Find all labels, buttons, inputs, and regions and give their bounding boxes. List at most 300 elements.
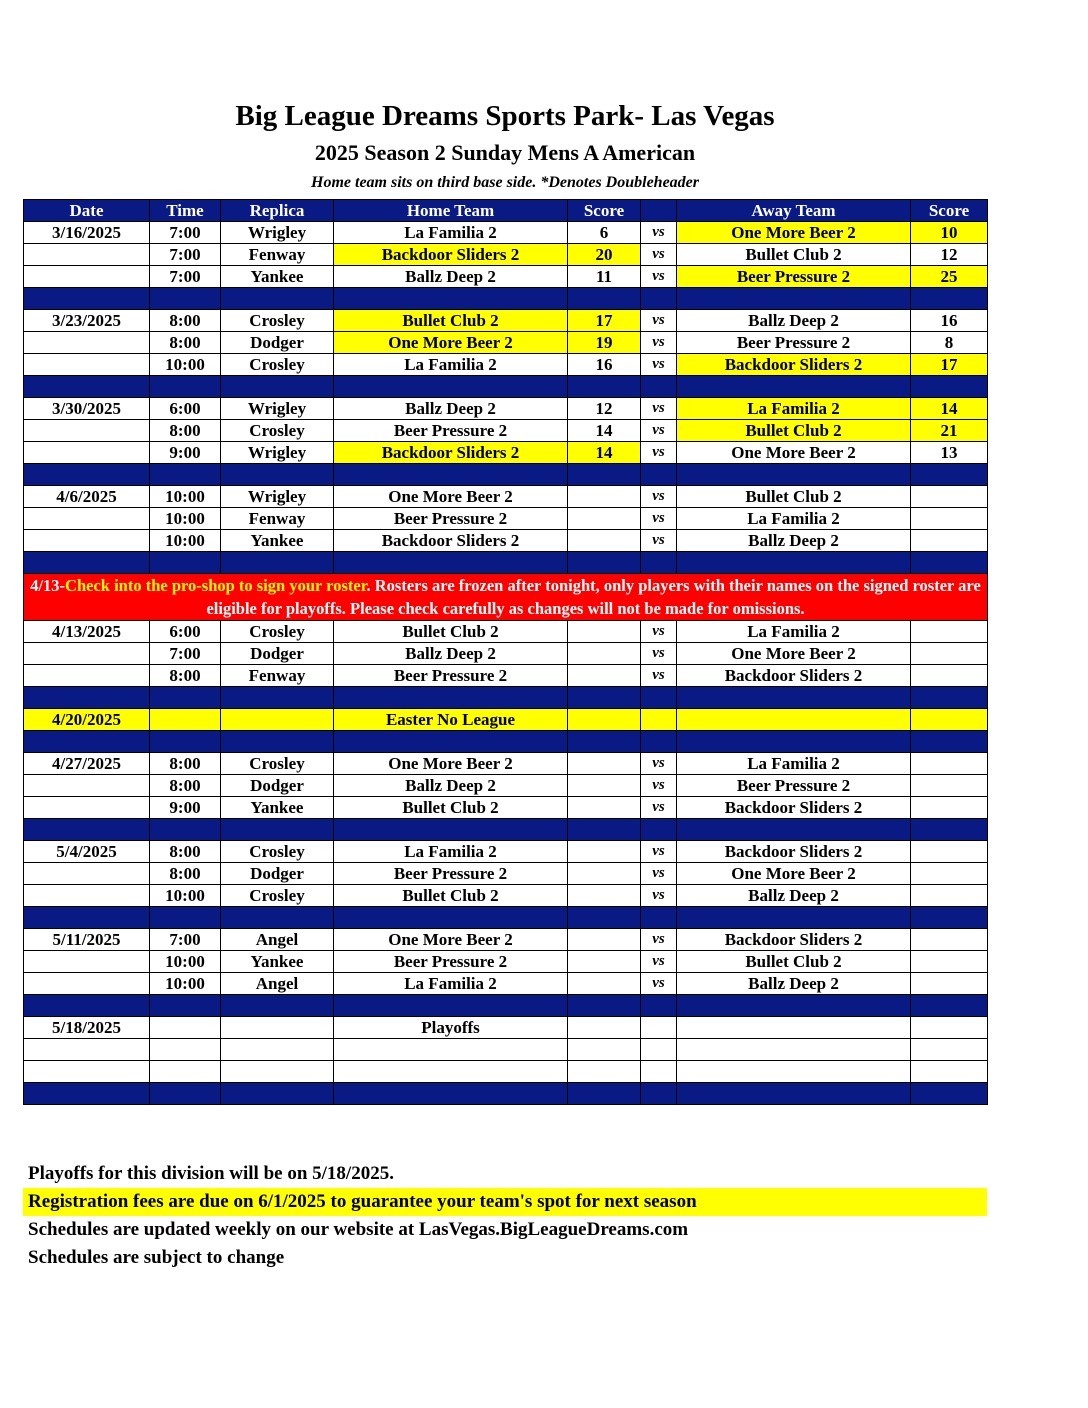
home-team: Beer Pressure 2 xyxy=(334,665,568,687)
separator-cell xyxy=(334,819,568,841)
vs-label: vs xyxy=(641,797,677,819)
empty-cell xyxy=(221,1039,334,1061)
game-field: Yankee xyxy=(221,266,334,288)
separator-row xyxy=(24,907,988,929)
game-time: 9:00 xyxy=(150,797,221,819)
separator-cell xyxy=(911,288,988,310)
separator-cell xyxy=(568,1083,641,1105)
vs-label: vs xyxy=(641,244,677,266)
away-score xyxy=(911,885,988,907)
col-away-score-header: Score xyxy=(911,200,988,222)
game-field: Crosley xyxy=(221,841,334,863)
game-row xyxy=(24,420,988,442)
easter-date: 4/20/2025 xyxy=(24,709,150,731)
header-row xyxy=(24,200,988,222)
separator-cell xyxy=(24,464,150,486)
vs-label: vs xyxy=(641,222,677,244)
game-time: 10:00 xyxy=(150,508,221,530)
empty-cell xyxy=(911,709,988,731)
separator-cell xyxy=(677,819,911,841)
home-score: 20 xyxy=(568,244,641,266)
home-score xyxy=(568,643,641,665)
away-team: La Familia 2 xyxy=(677,621,911,643)
separator-row xyxy=(24,995,988,1017)
away-score xyxy=(911,486,988,508)
home-team: Beer Pressure 2 xyxy=(334,420,568,442)
game-time: 8:00 xyxy=(150,775,221,797)
game-row xyxy=(24,530,988,552)
game-date xyxy=(24,885,150,907)
separator-cell xyxy=(641,464,677,486)
away-score xyxy=(911,508,988,530)
home-score xyxy=(568,665,641,687)
separator-cell xyxy=(911,376,988,398)
home-score: 14 xyxy=(568,442,641,464)
vs-label: vs xyxy=(641,863,677,885)
separator-cell xyxy=(641,819,677,841)
game-row xyxy=(24,973,988,995)
away-team: Ballz Deep 2 xyxy=(677,973,911,995)
game-field: Crosley xyxy=(221,753,334,775)
game-time: 10:00 xyxy=(150,530,221,552)
separator-cell xyxy=(24,995,150,1017)
game-field: Wrigley xyxy=(221,398,334,420)
game-field: Dodger xyxy=(221,643,334,665)
separator-cell xyxy=(677,1083,911,1105)
separator-cell xyxy=(677,464,911,486)
away-team: Beer Pressure 2 xyxy=(677,775,911,797)
game-time: 10:00 xyxy=(150,486,221,508)
game-date: 3/23/2025 xyxy=(24,310,150,332)
away-team: One More Beer 2 xyxy=(677,863,911,885)
home-score xyxy=(568,775,641,797)
home-score xyxy=(568,530,641,552)
home-team: One More Beer 2 xyxy=(334,753,568,775)
game-time: 10:00 xyxy=(150,973,221,995)
away-team: Backdoor Sliders 2 xyxy=(677,841,911,863)
away-team: Ballz Deep 2 xyxy=(677,530,911,552)
home-score xyxy=(568,753,641,775)
game-row xyxy=(24,266,988,288)
footer-change-note: Schedules are subject to change xyxy=(28,1247,285,1268)
separator-cell xyxy=(24,552,150,574)
separator-row xyxy=(24,819,988,841)
separator-cell xyxy=(641,995,677,1017)
game-row xyxy=(24,863,988,885)
empty-row xyxy=(24,1039,988,1061)
away-score xyxy=(911,797,988,819)
game-date xyxy=(24,420,150,442)
game-date xyxy=(24,508,150,530)
game-date: 4/6/2025 xyxy=(24,486,150,508)
empty-cell xyxy=(568,1061,641,1083)
separator-cell xyxy=(641,552,677,574)
empty-cell xyxy=(911,1017,988,1039)
separator-row xyxy=(24,731,988,753)
away-team: Beer Pressure 2 xyxy=(677,332,911,354)
home-score: 6 xyxy=(568,222,641,244)
game-field: Yankee xyxy=(221,530,334,552)
game-date: 5/4/2025 xyxy=(24,841,150,863)
separator-cell xyxy=(641,376,677,398)
game-field: Fenway xyxy=(221,665,334,687)
empty-cell xyxy=(150,709,221,731)
empty-cell xyxy=(150,1017,221,1039)
away-team: One More Beer 2 xyxy=(677,222,911,244)
home-score xyxy=(568,841,641,863)
home-team: Beer Pressure 2 xyxy=(334,508,568,530)
empty-cell xyxy=(911,1039,988,1061)
game-row xyxy=(24,442,988,464)
game-time: 9:00 xyxy=(150,442,221,464)
empty-cell xyxy=(24,1039,150,1061)
game-date: 4/27/2025 xyxy=(24,753,150,775)
empty-cell xyxy=(641,709,677,731)
home-team: Beer Pressure 2 xyxy=(334,863,568,885)
separator-cell xyxy=(24,687,150,709)
separator-cell xyxy=(221,687,334,709)
away-score xyxy=(911,530,988,552)
game-date: 3/16/2025 xyxy=(24,222,150,244)
home-team: Ballz Deep 2 xyxy=(334,398,568,420)
vs-label: vs xyxy=(641,332,677,354)
separator-cell xyxy=(334,376,568,398)
game-date xyxy=(24,973,150,995)
game-field: Dodger xyxy=(221,332,334,354)
separator-row xyxy=(24,687,988,709)
home-team: La Familia 2 xyxy=(334,841,568,863)
home-team: Beer Pressure 2 xyxy=(334,951,568,973)
game-date: 3/30/2025 xyxy=(24,398,150,420)
page-title: Big League Dreams Sports Park- Las Vegas xyxy=(235,100,775,132)
game-date xyxy=(24,775,150,797)
separator-cell xyxy=(334,552,568,574)
game-row xyxy=(24,753,988,775)
vs-label: vs xyxy=(641,973,677,995)
home-team: La Familia 2 xyxy=(334,222,568,244)
away-score: 13 xyxy=(911,442,988,464)
empty-cell xyxy=(221,709,334,731)
separator-cell xyxy=(221,1083,334,1105)
empty-cell xyxy=(334,1061,568,1083)
away-score: 14 xyxy=(911,398,988,420)
game-row xyxy=(24,398,988,420)
vs-label: vs xyxy=(641,885,677,907)
empty-cell xyxy=(150,1039,221,1061)
separator-cell xyxy=(568,687,641,709)
separator-cell xyxy=(911,819,988,841)
empty-cell xyxy=(150,1061,221,1083)
game-date xyxy=(24,530,150,552)
separator-cell xyxy=(911,731,988,753)
separator-row xyxy=(24,376,988,398)
game-time: 8:00 xyxy=(150,332,221,354)
col-home-score-header: Score xyxy=(568,200,641,222)
home-score xyxy=(568,621,641,643)
separator-cell xyxy=(641,687,677,709)
away-score: 17 xyxy=(911,354,988,376)
away-score xyxy=(911,929,988,951)
vs-label: vs xyxy=(641,643,677,665)
home-score: 12 xyxy=(568,398,641,420)
empty-cell xyxy=(641,1017,677,1039)
empty-cell xyxy=(568,1017,641,1039)
separator-cell xyxy=(221,819,334,841)
vs-label: vs xyxy=(641,508,677,530)
vs-label: vs xyxy=(641,442,677,464)
game-field: Crosley xyxy=(221,354,334,376)
separator-cell xyxy=(568,288,641,310)
game-row xyxy=(24,775,988,797)
away-team: Bullet Club 2 xyxy=(677,244,911,266)
separator-cell xyxy=(568,376,641,398)
separator-cell xyxy=(334,907,568,929)
home-score xyxy=(568,973,641,995)
away-score xyxy=(911,973,988,995)
separator-cell xyxy=(911,687,988,709)
game-time: 8:00 xyxy=(150,753,221,775)
home-team: Ballz Deep 2 xyxy=(334,266,568,288)
game-time: 6:00 xyxy=(150,398,221,420)
separator-row xyxy=(24,552,988,574)
home-score: 16 xyxy=(568,354,641,376)
game-time: 10:00 xyxy=(150,885,221,907)
game-row xyxy=(24,951,988,973)
home-score xyxy=(568,885,641,907)
page-subtitle: 2025 Season 2 Sunday Mens A American xyxy=(314,140,696,165)
game-time: 8:00 xyxy=(150,841,221,863)
away-team: Backdoor Sliders 2 xyxy=(677,354,911,376)
col-vs-header xyxy=(641,200,677,222)
away-score: 16 xyxy=(911,310,988,332)
game-field: Crosley xyxy=(221,310,334,332)
vs-label: vs xyxy=(641,398,677,420)
notice-highlight: Check into the pro-shop to sign your roster xyxy=(65,576,367,595)
schedule-table xyxy=(23,199,988,1105)
away-score: 10 xyxy=(911,222,988,244)
separator-cell xyxy=(568,464,641,486)
game-row xyxy=(24,222,988,244)
separator-cell xyxy=(641,1083,677,1105)
footer xyxy=(23,1160,987,1272)
notice-text: . Rosters are frozen after tonight, only players with their names on the signed roster are eligible for playoffs. Please check carefully as changes will not be made for omissions. xyxy=(206,576,981,618)
game-row xyxy=(24,797,988,819)
game-row xyxy=(24,885,988,907)
game-field: Fenway xyxy=(221,244,334,266)
home-score: 17 xyxy=(568,310,641,332)
playoffs-label: Playoffs xyxy=(334,1017,568,1039)
separator-row xyxy=(24,1083,988,1105)
game-time: 10:00 xyxy=(150,951,221,973)
game-date xyxy=(24,665,150,687)
game-field: Wrigley xyxy=(221,442,334,464)
footer-playoffs-note: Playoffs for this division will be on 5/18/2025. xyxy=(28,1163,394,1184)
schedule-body xyxy=(24,222,988,1105)
home-team: Backdoor Sliders 2 xyxy=(334,442,568,464)
separator-cell xyxy=(677,376,911,398)
empty-cell xyxy=(334,1039,568,1061)
away-team: Beer Pressure 2 xyxy=(677,266,911,288)
vs-label: vs xyxy=(641,753,677,775)
game-field: Yankee xyxy=(221,951,334,973)
away-team: Bullet Club 2 xyxy=(677,486,911,508)
vs-label: vs xyxy=(641,929,677,951)
vs-label: vs xyxy=(641,354,677,376)
empty-cell xyxy=(677,1061,911,1083)
separator-cell xyxy=(677,907,911,929)
away-team: Backdoor Sliders 2 xyxy=(677,797,911,819)
game-date xyxy=(24,354,150,376)
playoffs-row xyxy=(24,1017,988,1039)
home-score xyxy=(568,929,641,951)
footer-registration-note: Registration fees are due on 6/1/2025 to guarantee your team's spot for next season xyxy=(23,1188,987,1216)
home-team: Ballz Deep 2 xyxy=(334,643,568,665)
separator-row xyxy=(24,464,988,486)
separator-cell xyxy=(911,464,988,486)
away-score xyxy=(911,621,988,643)
game-field: Crosley xyxy=(221,621,334,643)
separator-cell xyxy=(221,907,334,929)
separator-cell xyxy=(150,288,221,310)
game-time: 6:00 xyxy=(150,621,221,643)
away-score: 21 xyxy=(911,420,988,442)
separator-cell xyxy=(568,731,641,753)
game-field: Yankee xyxy=(221,797,334,819)
home-team: Bullet Club 2 xyxy=(334,310,568,332)
game-time: 8:00 xyxy=(150,863,221,885)
separator-cell xyxy=(334,288,568,310)
home-score xyxy=(568,508,641,530)
vs-label: vs xyxy=(641,775,677,797)
vs-label: vs xyxy=(641,621,677,643)
game-row xyxy=(24,486,988,508)
separator-cell xyxy=(911,552,988,574)
home-score xyxy=(568,486,641,508)
empty-row xyxy=(24,1061,988,1083)
game-row xyxy=(24,310,988,332)
home-score xyxy=(568,797,641,819)
empty-cell xyxy=(221,1061,334,1083)
col-home-header: Home Team xyxy=(334,200,568,222)
game-date xyxy=(24,332,150,354)
home-team: La Familia 2 xyxy=(334,973,568,995)
footer-website-note: Schedules are updated weekly on our website at LasVegas.BigLeagueDreams.com xyxy=(28,1219,689,1240)
game-time: 7:00 xyxy=(150,266,221,288)
separator-cell xyxy=(150,464,221,486)
game-row xyxy=(24,244,988,266)
empty-cell xyxy=(568,709,641,731)
vs-label: vs xyxy=(641,310,677,332)
home-score xyxy=(568,863,641,885)
separator-cell xyxy=(24,731,150,753)
separator-cell xyxy=(334,687,568,709)
home-team: Backdoor Sliders 2 xyxy=(334,244,568,266)
separator-cell xyxy=(334,464,568,486)
home-team: One More Beer 2 xyxy=(334,929,568,951)
home-team: One More Beer 2 xyxy=(334,486,568,508)
game-field: Angel xyxy=(221,973,334,995)
home-team: Bullet Club 2 xyxy=(334,621,568,643)
separator-cell xyxy=(568,819,641,841)
col-away-header: Away Team xyxy=(677,200,911,222)
separator-cell xyxy=(150,687,221,709)
game-row xyxy=(24,665,988,687)
separator-cell xyxy=(641,731,677,753)
separator-cell xyxy=(568,907,641,929)
away-score: 25 xyxy=(911,266,988,288)
playoffs-date: 5/18/2025 xyxy=(24,1017,150,1039)
separator-cell xyxy=(568,995,641,1017)
game-row xyxy=(24,354,988,376)
separator-cell xyxy=(221,376,334,398)
empty-cell xyxy=(677,1017,911,1039)
game-field: Crosley xyxy=(221,885,334,907)
game-time: 10:00 xyxy=(150,354,221,376)
away-team: One More Beer 2 xyxy=(677,643,911,665)
vs-label: vs xyxy=(641,665,677,687)
game-date xyxy=(24,442,150,464)
game-time: 8:00 xyxy=(150,665,221,687)
separator-cell xyxy=(221,288,334,310)
game-time: 7:00 xyxy=(150,222,221,244)
away-score: 8 xyxy=(911,332,988,354)
empty-cell xyxy=(677,709,911,731)
away-team: Backdoor Sliders 2 xyxy=(677,929,911,951)
separator-cell xyxy=(24,376,150,398)
game-date xyxy=(24,863,150,885)
game-time: 7:00 xyxy=(150,929,221,951)
vs-label: vs xyxy=(641,951,677,973)
separator-cell xyxy=(150,376,221,398)
separator-cell xyxy=(221,464,334,486)
empty-cell xyxy=(677,1039,911,1061)
header-note: Home team sits on third base side. *Denotes Doubleheader xyxy=(311,174,699,191)
separator-cell xyxy=(334,995,568,1017)
separator-cell xyxy=(221,552,334,574)
vs-label: vs xyxy=(641,420,677,442)
col-replica-header: Replica xyxy=(221,200,334,222)
away-score xyxy=(911,863,988,885)
game-field: Dodger xyxy=(221,775,334,797)
separator-cell xyxy=(334,1083,568,1105)
separator-cell xyxy=(677,995,911,1017)
separator-cell xyxy=(150,907,221,929)
game-date xyxy=(24,266,150,288)
game-date xyxy=(24,244,150,266)
easter-label: Easter No League xyxy=(334,709,568,731)
separator-cell xyxy=(24,819,150,841)
away-score xyxy=(911,665,988,687)
game-row xyxy=(24,929,988,951)
vs-label: vs xyxy=(641,486,677,508)
empty-cell xyxy=(24,1061,150,1083)
separator-cell xyxy=(911,907,988,929)
empty-cell xyxy=(221,1017,334,1039)
home-team: Ballz Deep 2 xyxy=(334,775,568,797)
game-time: 8:00 xyxy=(150,420,221,442)
separator-cell xyxy=(24,907,150,929)
easter-row xyxy=(24,709,988,731)
game-row xyxy=(24,841,988,863)
separator-row xyxy=(24,288,988,310)
game-time: 7:00 xyxy=(150,244,221,266)
roster-notice xyxy=(24,574,988,621)
separator-cell xyxy=(641,288,677,310)
away-team: La Familia 2 xyxy=(677,753,911,775)
separator-cell xyxy=(24,1083,150,1105)
separator-cell xyxy=(150,995,221,1017)
game-date xyxy=(24,951,150,973)
